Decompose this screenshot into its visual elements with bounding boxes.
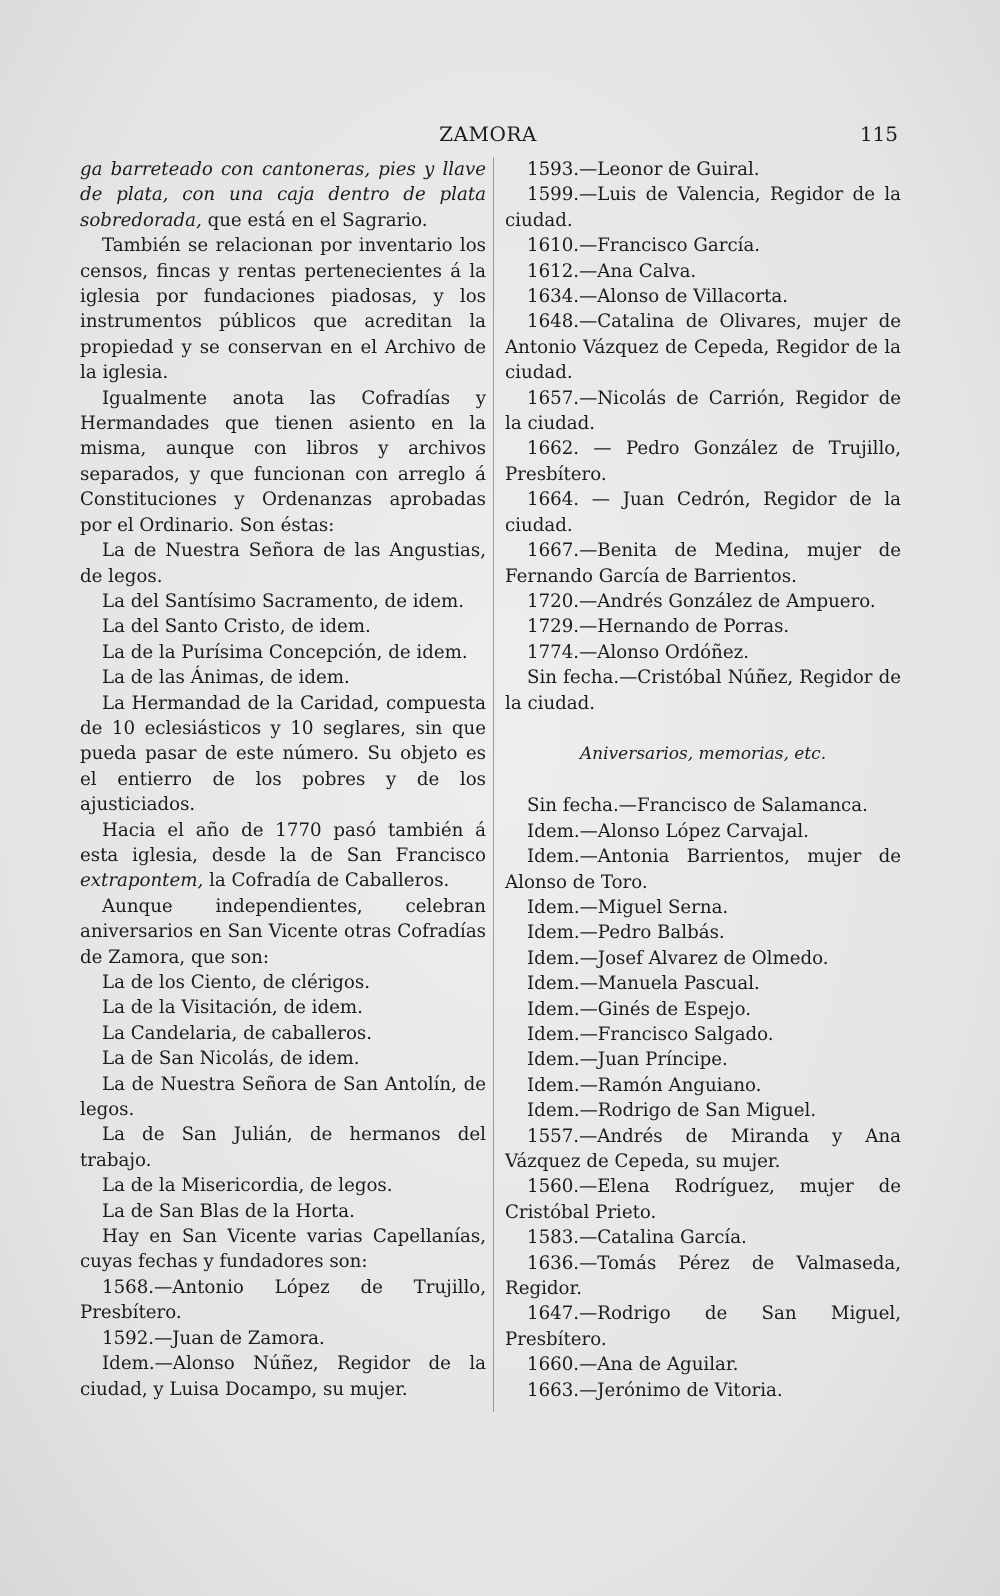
list-item: Sin fecha.—Cristóbal Núñez, Regidor de la ciudad.	[505, 667, 901, 714]
list-item: La Candelaria, de caballeros.	[102, 1022, 373, 1044]
list-item: La de San Blas de la Horta.	[102, 1200, 355, 1222]
list-item: Idem.—Francisco Salgado.	[527, 1024, 774, 1045]
list-item: 1662. — Pedro González de Trujillo, Presbítero.	[505, 438, 901, 485]
section-subheading: Aniversarios, memorias, etc.	[579, 743, 827, 764]
list-item: Idem.—Juan Príncipe.	[527, 1049, 728, 1071]
list-item: 1610.—Francisco García.	[527, 235, 761, 257]
list-item: 1592.—Juan de Zamora.	[102, 1327, 325, 1349]
list-item: La de San Nicolás, de idem.	[102, 1048, 360, 1070]
list-item: La de Nuestra Señora de San Antolín, de legos.	[80, 1073, 486, 1121]
list-item: La de San Julián, de hermanos del trabajo.	[80, 1124, 486, 1171]
list-item: 1647.—Rodrigo de San Miguel, Presbítero.	[505, 1303, 901, 1350]
list-item: La de la Misericordia, de legos.	[102, 1175, 393, 1197]
list-item: 1720.—Andrés González de Ampuero.	[527, 590, 876, 612]
text-run: Hacia el año de 1770 pasó también á esta iglesia, desde la de San Francisco	[80, 819, 486, 866]
list-item: La de Nuestra Señora de las Angustias, de legos.	[80, 540, 486, 587]
list-item: 1599.—Luis de Valencia, Regidor de la ciudad.	[505, 184, 901, 231]
paragraph-cofradias-intro: Igualmente anota las Cofradías y Hermandades que tienen asiento en la misma, aunque con libros y archivos separados, y que funcionan con arreglo á Constituciones y Ordenanzas aprobadas por el Ordinario. Son éstas:	[80, 387, 486, 536]
list-item: La de los Ciento, de clérigos.	[102, 972, 370, 993]
list-item: 1657.—Nicolás de Carrión, Regidor de la ciudad.	[505, 387, 901, 435]
list-item: La del Santo Cristo, de idem.	[102, 616, 371, 638]
list-item: Idem.—Alonso López Carvajal.	[527, 820, 809, 842]
list-item: 1636.—Tomás Pérez de Valmaseda, Regidor.	[505, 1252, 901, 1300]
text-run: que está en el Sagrario.	[201, 209, 428, 231]
list-item: 1660.—Ana de Aguilar.	[527, 1354, 739, 1376]
right-column	[505, 157, 901, 1403]
list-item: 1612.—Ana Calva.	[527, 260, 697, 282]
running-title: ZAMORA	[439, 122, 537, 146]
list-item: La de las Ánimas, de idem.	[102, 667, 350, 689]
list-item: Idem.—Alonso Núñez, Regidor de la ciudad, y Luisa Docampo, su mujer.	[80, 1353, 486, 1400]
list-item: Idem.—Miguel Serna.	[527, 896, 729, 918]
list-item: Sin fecha.—Francisco de Salamanca.	[527, 795, 868, 817]
list-item: 1663.—Jerónimo de Vitoria.	[527, 1379, 783, 1401]
list-item: 1560.—Elena Rodríguez, mujer de Cristóbal Prieto.	[505, 1176, 901, 1223]
column-divider	[493, 157, 494, 1412]
paragraph-caballeros	[80, 818, 486, 894]
list-item: Idem.—Rodrigo de San Miguel.	[527, 1100, 817, 1122]
list-item: 1667.—Benita de Medina, mujer de Fernando García de Barrientos.	[505, 540, 901, 587]
italic-phrase: ga barreteado con cantoneras, pies y llave de plata, con una caja dentro de plata sobredorada,	[80, 159, 486, 231]
list-item: La de la Visitación, de idem.	[102, 997, 363, 1019]
paragraph-inventory: También se relacionan por inventario los censos, fincas y rentas pertenecientes á la iglesia por fundaciones piadosas, y los instrumentos públicos que acreditan la propiedad y se conservan en el Archivo de la iglesia.	[80, 235, 486, 384]
list-item: La del Santísimo Sacramento, de idem.	[102, 590, 464, 612]
paragraph-capellanias-intro: Hay en San Vicente varias Capellanías, cuyas fechas y fundadores son:	[80, 1226, 486, 1273]
list-item: 1634.—Alonso de Villacorta.	[527, 286, 788, 308]
list-item: 1729.—Hernando de Porras.	[527, 616, 790, 638]
list-item: La Hermandad de la Caridad, compuesta de 10 eclesiásticos y 10 seglares, sin que pueda pasar de este número. Su objeto es el entierro de los pobres y de los ajusticiados.	[80, 692, 486, 816]
list-item: Idem.—Manuela Pascual.	[527, 973, 760, 995]
paragraph-continuation	[80, 157, 486, 233]
page-number: 115	[859, 122, 898, 146]
list-item: 1774.—Alonso Ordóñez.	[527, 641, 749, 663]
list-item: Idem.—Josef Alvarez de Olmedo.	[527, 947, 829, 969]
list-item: 1568.—Antonio López de Trujillo, Presbítero.	[80, 1276, 486, 1324]
list-item: 1593.—Leonor de Guiral.	[527, 159, 760, 180]
paragraph-otras-intro: Aunque independientes, celebran aniversarios en San Vicente otras Cofradías de Zamora, que son:	[80, 895, 486, 968]
left-column	[80, 157, 486, 1402]
list-item: 1648.—Catalina de Olivares, mujer de Antonio Vázquez de Cepeda, Regidor de la ciudad.	[505, 311, 901, 384]
list-item: Idem.—Ramón Anguiano.	[527, 1074, 762, 1096]
list-item: 1583.—Catalina García.	[527, 1227, 747, 1249]
list-item: 1557.—Andrés de Miranda y Ana Vázquez de Cepeda, su mujer.	[505, 1125, 901, 1173]
list-item: Idem.—Antonia Barrientos, mujer de Alonso de Toro.	[505, 846, 901, 893]
list-item: 1664. — Juan Cedrón, Regidor de la ciudad.	[505, 489, 901, 536]
list-item: Idem.—Pedro Balbás.	[527, 922, 725, 944]
list-item: Idem.—Ginés de Espejo.	[527, 998, 751, 1020]
list-item: La de la Purísima Concepción, de idem.	[102, 641, 468, 663]
page-header	[78, 122, 898, 152]
italic-phrase: extrapontem,	[80, 870, 204, 892]
text-run: la Cofradía de Caballeros.	[203, 870, 450, 892]
